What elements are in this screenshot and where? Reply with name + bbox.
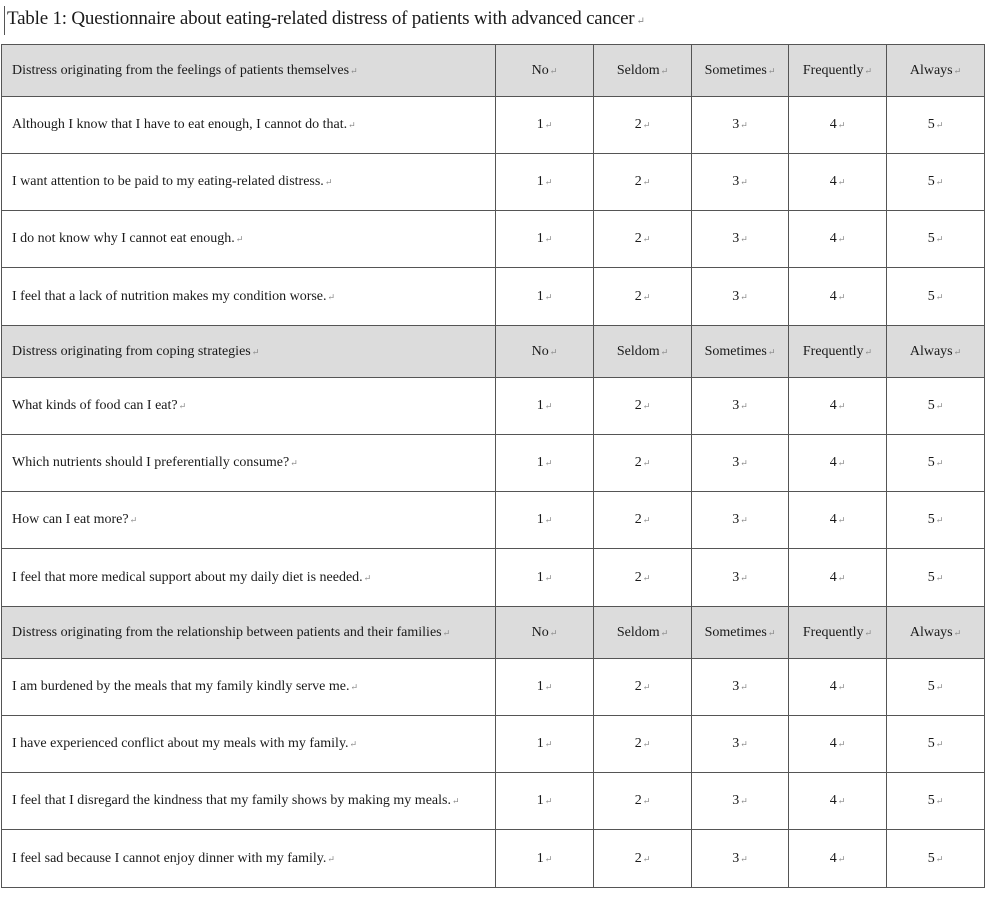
cell-end-mark-icon: ↵ [935, 796, 944, 806]
cell-end-mark-icon: ↵ [544, 458, 553, 468]
score-cell [789, 268, 887, 326]
cell-end-mark-icon: ↵ [740, 796, 748, 806]
table-row [2, 492, 985, 549]
option-header-text: Sometimes [704, 343, 767, 359]
cell-end-mark-icon: ↵ [642, 401, 651, 411]
option-header [496, 607, 594, 659]
score-cell [594, 211, 692, 268]
cell-end-mark-icon: ↵ [935, 291, 944, 302]
cell-end-mark-icon: ↵ [349, 739, 358, 749]
score-cell [887, 492, 985, 549]
score-cell-text: 3 [732, 455, 740, 470]
table-row [2, 268, 985, 326]
score-cell-text: 3 [732, 793, 740, 808]
table-row [2, 211, 985, 268]
cell-end-mark-icon: ↵ [544, 853, 553, 864]
score-cell-text: 4 [829, 231, 837, 246]
score-cell [692, 716, 789, 773]
cell-end-mark-icon: ↵ [740, 739, 748, 749]
statement-cell [2, 830, 496, 888]
score-cell-text: 3 [732, 174, 740, 189]
table-row [2, 378, 985, 435]
score-cell-text: 1 [536, 117, 544, 132]
score-cell [496, 378, 594, 435]
score-cell-text: 3 [732, 231, 740, 246]
questionnaire-table-body [2, 45, 985, 888]
cell-end-mark-icon: ↵ [327, 291, 336, 302]
score-cell [692, 492, 789, 549]
cell-end-mark-icon: ↵ [864, 346, 873, 357]
statement-cell [2, 659, 496, 716]
statement-cell [2, 97, 496, 154]
score-cell [789, 154, 887, 211]
score-cell [496, 97, 594, 154]
cell-end-mark-icon: ↵ [837, 739, 846, 749]
cell-end-mark-icon: ↵ [740, 291, 748, 302]
score-cell-text: 1 [536, 512, 544, 527]
option-header [887, 607, 985, 659]
cell-end-mark-icon: ↵ [327, 853, 335, 864]
cell-end-mark-icon: ↵ [837, 853, 846, 864]
score-cell [789, 549, 887, 607]
score-cell-text: 2 [634, 679, 642, 694]
option-header-text: No [531, 343, 549, 359]
cell-end-mark-icon: ↵ [178, 401, 187, 411]
score-cell [594, 378, 692, 435]
cell-end-mark-icon: ↵ [740, 682, 748, 692]
score-cell [692, 211, 789, 268]
cell-end-mark-icon: ↵ [837, 120, 846, 130]
cell-end-mark-icon: ↵ [549, 346, 558, 357]
cell-end-mark-icon: ↵ [549, 65, 558, 76]
option-header [594, 607, 692, 659]
cell-end-mark-icon: ↵ [740, 120, 748, 130]
table-row [2, 716, 985, 773]
option-header [692, 326, 789, 378]
score-cell-text: 4 [829, 850, 837, 866]
score-cell-text: 5 [927, 398, 935, 413]
score-cell-text: 5 [927, 288, 935, 304]
option-header-text: No [531, 624, 549, 640]
score-cell-text: 4 [829, 288, 837, 304]
score-cell [789, 435, 887, 492]
cell-end-mark-icon: ↵ [642, 234, 651, 244]
score-cell-text: 2 [634, 793, 642, 808]
option-header [789, 326, 887, 378]
score-cell [496, 154, 594, 211]
score-cell [789, 659, 887, 716]
cell-end-mark-icon: ↵ [544, 572, 553, 583]
cell-end-mark-icon: ↵ [350, 65, 358, 76]
cell-end-mark-icon: ↵ [442, 627, 451, 638]
score-cell [789, 716, 887, 773]
cell-end-mark-icon: ↵ [324, 177, 333, 187]
score-cell [692, 773, 789, 830]
score-cell [594, 97, 692, 154]
score-cell [594, 659, 692, 716]
option-header [692, 45, 789, 97]
section-title [2, 326, 496, 378]
option-header [594, 326, 692, 378]
statement-cell-text: Although I know that I have to eat enough, I cannot do that. [12, 117, 348, 132]
option-header-text: Frequently [802, 624, 864, 640]
cell-end-mark-icon: ↵ [935, 458, 944, 468]
score-cell [496, 435, 594, 492]
cell-end-mark-icon: ↵ [642, 458, 651, 468]
score-cell-text: 4 [829, 455, 837, 470]
statement-cell [2, 773, 496, 830]
score-cell [496, 549, 594, 607]
score-cell [594, 549, 692, 607]
score-cell-text: 5 [927, 512, 935, 527]
option-header [789, 607, 887, 659]
cell-end-mark-icon: ↵ [549, 627, 558, 638]
cell-end-mark-icon: ↵ [642, 682, 651, 692]
score-cell-text: 2 [634, 512, 642, 527]
table-row [2, 549, 985, 607]
section-title-text: Distress originating from the relationship between patients and their families [12, 624, 442, 640]
table-row [2, 659, 985, 716]
score-cell-text: 3 [732, 398, 740, 413]
score-cell [692, 378, 789, 435]
score-cell-text: 1 [536, 793, 544, 808]
option-header-text: Always [909, 62, 953, 78]
statement-cell-text: What kinds of food can I eat? [12, 398, 178, 413]
cell-end-mark-icon: ↵ [251, 346, 260, 357]
section-header-row [2, 607, 985, 659]
score-cell-text: 1 [536, 679, 544, 694]
score-cell [692, 435, 789, 492]
cell-end-mark-icon: ↵ [740, 458, 748, 468]
cell-end-mark-icon: ↵ [363, 572, 372, 583]
score-cell-text: 2 [634, 117, 642, 132]
score-cell [594, 773, 692, 830]
cell-end-mark-icon: ↵ [642, 120, 651, 130]
cell-end-mark-icon: ↵ [935, 515, 944, 525]
score-cell [789, 97, 887, 154]
cell-end-mark-icon: ↵ [935, 682, 944, 692]
score-cell [887, 154, 985, 211]
cell-end-mark-icon: ↵ [767, 65, 776, 76]
option-header-text: No [531, 62, 549, 78]
table-row [2, 154, 985, 211]
cell-end-mark-icon: ↵ [837, 796, 846, 806]
score-cell [789, 492, 887, 549]
score-cell-text: 1 [536, 455, 544, 470]
score-cell-text: 1 [536, 398, 544, 413]
statement-cell [2, 378, 496, 435]
score-cell [496, 211, 594, 268]
cell-end-mark-icon: ↵ [864, 65, 873, 76]
section-title-text: Distress originating from coping strategies [12, 343, 251, 359]
score-cell-text: 4 [829, 398, 837, 413]
cell-end-mark-icon: ↵ [642, 853, 651, 864]
cell-end-mark-icon: ↵ [544, 120, 553, 130]
score-cell-text: 2 [634, 455, 642, 470]
section-title-text: Distress originating from the feelings of patients themselves [12, 62, 350, 78]
statement-cell-text: Which nutrients should I preferentially consume? [12, 455, 290, 470]
option-header-text: Sometimes [704, 62, 767, 78]
score-cell-text: 4 [829, 793, 837, 808]
score-cell-text: 1 [536, 174, 544, 189]
cell-end-mark-icon: ↵ [837, 177, 846, 187]
option-header [594, 45, 692, 97]
cell-end-mark-icon: ↵ [837, 234, 846, 244]
score-cell [789, 773, 887, 830]
score-cell [692, 659, 789, 716]
score-cell-text: 5 [927, 736, 935, 751]
cell-end-mark-icon: ↵ [544, 401, 553, 411]
cell-end-mark-icon: ↵ [451, 796, 460, 806]
score-cell [887, 211, 985, 268]
cell-end-mark-icon: ↵ [660, 346, 669, 357]
paragraph-mark-icon: ↵ [636, 16, 645, 27]
cell-end-mark-icon: ↵ [290, 458, 298, 468]
score-cell-text: 5 [927, 117, 935, 132]
score-cell [594, 716, 692, 773]
cell-end-mark-icon: ↵ [837, 515, 846, 525]
score-cell [692, 154, 789, 211]
score-cell-text: 5 [927, 231, 935, 246]
score-cell [887, 830, 985, 888]
questionnaire-table [1, 44, 985, 888]
score-cell [496, 268, 594, 326]
cell-end-mark-icon: ↵ [837, 572, 846, 583]
cell-end-mark-icon: ↵ [642, 796, 651, 806]
cell-end-mark-icon: ↵ [837, 458, 846, 468]
score-cell-text: 2 [634, 736, 642, 751]
score-cell-text: 4 [829, 679, 837, 694]
score-cell [496, 773, 594, 830]
score-cell [496, 716, 594, 773]
statement-cell [2, 492, 496, 549]
cell-end-mark-icon: ↵ [837, 401, 846, 411]
cell-end-mark-icon: ↵ [864, 627, 873, 638]
score-cell [594, 492, 692, 549]
statement-cell-text: I want attention to be paid to my eating-related distress. [12, 174, 324, 189]
statement-cell-text: I am burdened by the meals that my family kindly serve me. [12, 679, 350, 694]
cell-end-mark-icon: ↵ [129, 515, 138, 525]
score-cell-text: 4 [829, 569, 837, 585]
score-cell-text: 2 [634, 174, 642, 189]
score-cell-text: 3 [732, 569, 740, 585]
score-cell [887, 659, 985, 716]
statement-cell [2, 435, 496, 492]
cell-end-mark-icon: ↵ [544, 177, 553, 187]
option-header [496, 326, 594, 378]
cell-end-mark-icon: ↵ [767, 627, 776, 638]
statement-cell [2, 154, 496, 211]
table-row [2, 830, 985, 888]
score-cell [887, 773, 985, 830]
cell-end-mark-icon: ↵ [935, 234, 944, 244]
section-header-row [2, 45, 985, 97]
statement-cell-text: I feel that more medical support about my daily diet is needed. [12, 569, 363, 585]
statement-cell-text: I feel that I disregard the kindness that my family shows by making my meals. [12, 793, 451, 808]
option-header-text: Frequently [802, 62, 864, 78]
option-header [692, 607, 789, 659]
table-row [2, 773, 985, 830]
score-cell-text: 1 [536, 736, 544, 751]
cell-end-mark-icon: ↵ [837, 291, 846, 302]
score-cell [887, 716, 985, 773]
option-header-text: Frequently [802, 343, 864, 359]
table-caption-text: Table 1: Questionnaire about eating-related distress of patients with advanced cancer [7, 8, 635, 29]
score-cell [594, 435, 692, 492]
option-header-text: Always [909, 624, 953, 640]
score-cell-text: 2 [634, 569, 642, 585]
cell-end-mark-icon: ↵ [740, 572, 748, 583]
score-cell [496, 830, 594, 888]
statement-cell [2, 268, 496, 326]
cell-end-mark-icon: ↵ [935, 739, 944, 749]
statement-cell-text: I do not know why I cannot eat enough. [12, 231, 235, 246]
score-cell [594, 154, 692, 211]
cell-end-mark-icon: ↵ [740, 515, 748, 525]
cell-end-mark-icon: ↵ [642, 515, 651, 525]
score-cell-text: 5 [927, 793, 935, 808]
score-cell [887, 378, 985, 435]
statement-cell [2, 211, 496, 268]
statement-cell-text: How can I eat more? [12, 512, 129, 527]
score-cell-text: 3 [732, 736, 740, 751]
section-title [2, 607, 496, 659]
table-row [2, 435, 985, 492]
score-cell-text: 4 [829, 174, 837, 189]
option-header-text: Seldom [616, 62, 660, 78]
cell-end-mark-icon: ↵ [767, 346, 776, 357]
score-cell-text: 5 [927, 679, 935, 694]
cell-end-mark-icon: ↵ [544, 291, 553, 302]
score-cell [789, 211, 887, 268]
score-cell-text: 5 [927, 455, 935, 470]
score-cell [692, 97, 789, 154]
score-cell-text: 3 [732, 679, 740, 694]
cell-end-mark-icon: ↵ [350, 682, 359, 692]
option-header-text: Seldom [616, 343, 660, 359]
statement-cell [2, 716, 496, 773]
statement-cell-text: I feel sad because I cannot enjoy dinner with my family. [12, 850, 327, 866]
statement-cell-text: I feel that a lack of nutrition makes my condition worse. [12, 288, 327, 304]
option-header [887, 45, 985, 97]
score-cell [496, 492, 594, 549]
option-header-text: Seldom [616, 624, 660, 640]
cell-end-mark-icon: ↵ [953, 65, 962, 76]
score-cell [887, 97, 985, 154]
section-header-row [2, 326, 985, 378]
section-title [2, 45, 496, 97]
score-cell [789, 378, 887, 435]
score-cell [692, 268, 789, 326]
cell-end-mark-icon: ↵ [740, 853, 748, 864]
table-caption [4, 6, 645, 35]
cell-end-mark-icon: ↵ [837, 682, 846, 692]
option-header [887, 326, 985, 378]
score-cell-text: 2 [634, 231, 642, 246]
statement-cell-text: I have experienced conflict about my meals with my family. [12, 736, 349, 751]
score-cell-text: 3 [732, 288, 740, 304]
cell-end-mark-icon: ↵ [544, 682, 553, 692]
cell-end-mark-icon: ↵ [544, 796, 553, 806]
cell-end-mark-icon: ↵ [660, 627, 669, 638]
score-cell-text: 3 [732, 117, 740, 132]
score-cell [594, 830, 692, 888]
score-cell-text: 5 [927, 850, 935, 866]
cell-end-mark-icon: ↵ [740, 177, 748, 187]
cell-end-mark-icon: ↵ [935, 177, 944, 187]
score-cell [789, 830, 887, 888]
cell-end-mark-icon: ↵ [740, 234, 748, 244]
score-cell [692, 549, 789, 607]
cell-end-mark-icon: ↵ [348, 120, 356, 130]
score-cell-text: 4 [829, 512, 837, 527]
score-cell-text: 1 [536, 850, 544, 866]
score-cell-text: 2 [634, 288, 642, 304]
cell-end-mark-icon: ↵ [544, 515, 553, 525]
score-cell-text: 3 [732, 850, 740, 866]
score-cell [496, 659, 594, 716]
cell-end-mark-icon: ↵ [953, 627, 962, 638]
score-cell [887, 268, 985, 326]
cell-end-mark-icon: ↵ [642, 572, 651, 583]
score-cell-text: 1 [536, 288, 544, 304]
cell-end-mark-icon: ↵ [642, 739, 651, 749]
cell-end-mark-icon: ↵ [235, 234, 244, 244]
statement-cell [2, 549, 496, 607]
cell-end-mark-icon: ↵ [953, 346, 962, 357]
score-cell [692, 830, 789, 888]
cell-end-mark-icon: ↵ [935, 853, 944, 864]
score-cell [887, 549, 985, 607]
score-cell [887, 435, 985, 492]
score-cell-text: 2 [634, 398, 642, 413]
cell-end-mark-icon: ↵ [740, 401, 748, 411]
score-cell-text: 4 [829, 736, 837, 751]
cell-end-mark-icon: ↵ [935, 120, 944, 130]
score-cell [594, 268, 692, 326]
cell-end-mark-icon: ↵ [660, 65, 669, 76]
cell-end-mark-icon: ↵ [544, 234, 553, 244]
option-header [496, 45, 594, 97]
cell-end-mark-icon: ↵ [642, 177, 651, 187]
score-cell-text: 1 [536, 569, 544, 585]
cell-end-mark-icon: ↵ [642, 291, 651, 302]
option-header-text: Sometimes [704, 624, 767, 640]
score-cell-text: 2 [634, 850, 642, 866]
score-cell-text: 5 [927, 569, 935, 585]
score-cell-text: 3 [732, 512, 740, 527]
cell-end-mark-icon: ↵ [935, 572, 944, 583]
option-header-text: Always [909, 343, 953, 359]
cell-end-mark-icon: ↵ [935, 401, 944, 411]
score-cell-text: 1 [536, 231, 544, 246]
table-row [2, 97, 985, 154]
score-cell-text: 4 [829, 117, 837, 132]
score-cell-text: 5 [927, 174, 935, 189]
option-header [789, 45, 887, 97]
cell-end-mark-icon: ↵ [544, 739, 553, 749]
